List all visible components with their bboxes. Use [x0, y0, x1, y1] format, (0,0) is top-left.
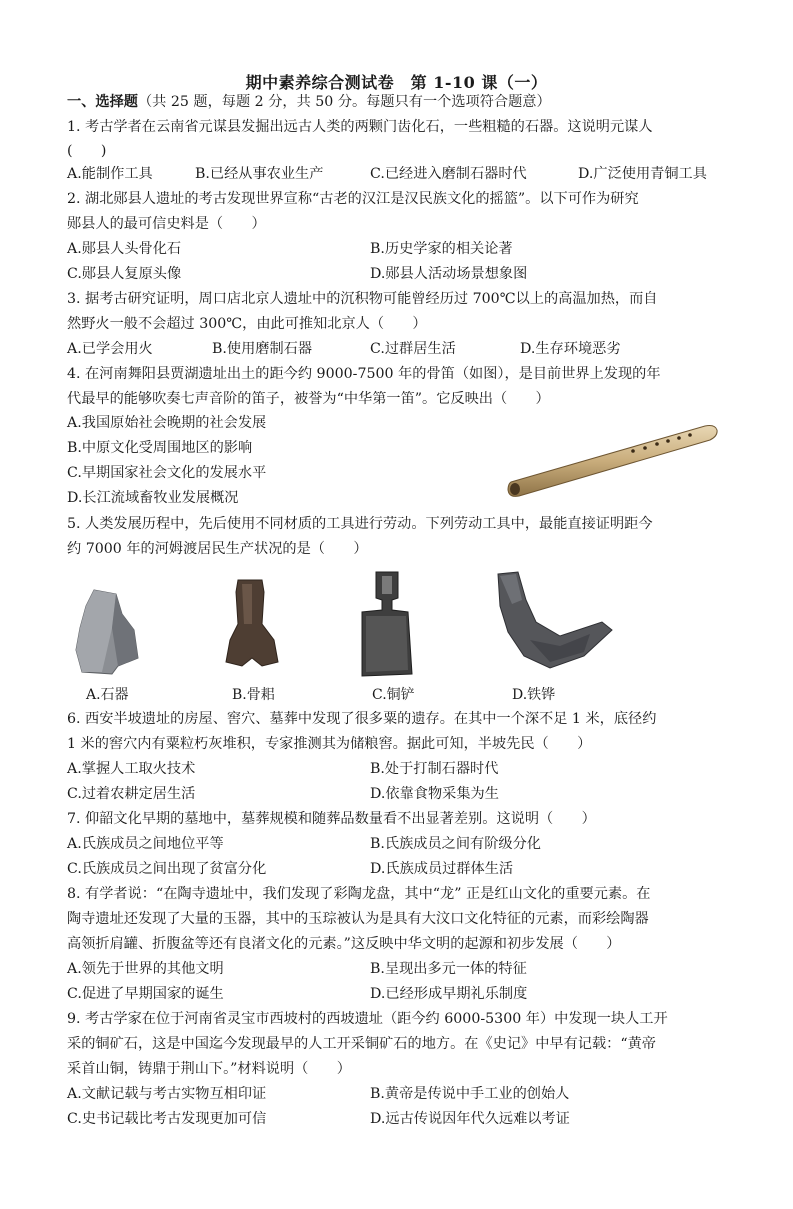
question-5-option-a: A.石器 [86, 687, 129, 703]
iron-plough-image [490, 570, 615, 680]
question-4-option-a: A.我国原始社会晚期的社会发展 [67, 415, 267, 431]
question-7-option-c: C.氏族成员之间出现了贫富分化 [67, 861, 267, 877]
question-1-line-2: ( ) [67, 143, 107, 159]
bone-flute-image [505, 418, 720, 498]
question-1-option-a: A.能制作工具 [67, 166, 153, 182]
question-9-option-a: A.文献记载与考古实物互相印证 [67, 1086, 267, 1102]
question-2-line-1: 2. 湖北郧县人遗址的考古发现世界宣称“古老的汉江是汉民族文化的摇篮”。以下可作为研究 [67, 191, 639, 207]
question-9-option-d: D.远古传说因年代久远难以考证 [370, 1111, 570, 1127]
page-title: 期中素养综合测试卷 第 1-10 课（一） [245, 73, 548, 92]
question-5-line-2: 约 7000 年的河姆渡居民生产状况的是（ ） [67, 541, 368, 557]
question-8-line-2: 陶寺遗址还发现了大量的玉器，其中的玉琮被认为是具有大汶口文化特征的元素，而彩绘陶器 [67, 911, 649, 927]
question-2-option-d: D.郧县人活动场景想象图 [370, 266, 528, 282]
stone-tool-image [72, 588, 142, 676]
bronze-shovel-image [356, 570, 418, 680]
question-6-option-c: C.过着农耕定居生活 [67, 786, 196, 802]
question-7-option-d: D.氏族成员过群体生活 [370, 861, 514, 877]
question-3-line-2: 然野火一般不会超过 300℃，由此可推知北京人（ ） [67, 316, 427, 332]
section-heading: 一、选择题 [67, 94, 138, 110]
question-2-line-2: 郧县人的最可信史料是（ ） [67, 216, 266, 232]
question-6-line-2: 1 米的窖穴内有粟粒朽灰堆积，专家推测其为储粮窖。据此可知，半坡先民（ ） [67, 736, 592, 752]
question-4-option-c: C.早期国家社会文化的发展水平 [67, 465, 267, 481]
question-4-line-1: 4. 在河南舞阳县贾湖遗址出土的距今约 9000-7500 年的骨笛（如图），是目前世界上发现的年 [67, 366, 661, 382]
question-4-option-b: B.中原文化受周围地区的影响 [67, 440, 253, 456]
question-7-option-a: A.氏族成员之间地位平等 [67, 836, 224, 852]
question-8-option-c: C.促进了早期国家的诞生 [67, 986, 224, 1002]
question-3-option-c: C.过群居生活 [370, 341, 456, 357]
question-2-option-c: C.郧县人复原头像 [67, 266, 182, 282]
section-note: （共 25 题，每题 2 分，共 50 分。每题只有一个选项符合题意） [137, 94, 551, 110]
question-8-line-3: 高领折肩罐、折腹盆等还有良渚文化的元素。”这反映中华文明的起源和初步发展（ ） [67, 936, 621, 952]
question-7-line-1: 7. 仰韶文化早期的墓地中，墓葬规模和随葬品数量看不出显著差别。这说明（ ） [67, 811, 596, 827]
question-8-option-a: A.领先于世界的其他文明 [67, 961, 224, 977]
question-5-option-b: B.骨耜 [232, 687, 275, 703]
question-7-option-b: B.氏族成员之间有阶级分化 [370, 836, 541, 852]
question-5-line-1: 5. 人类发展历程中，先后使用不同材质的工具进行劳动。下列劳动工具中，最能直接证明距今 [67, 516, 653, 532]
question-9-line-2: 采的铜矿石，这是中国迄今发现最早的人工开采铜矿石的地方。在《史记》中早有记载：“黄帝 [67, 1036, 656, 1052]
question-9-option-c: C.史书记载比考古发现更加可信 [67, 1111, 267, 1127]
question-6-option-d: D.依靠食物采集为生 [370, 786, 499, 802]
question-4-line-2: 代最早的能够吹奏七声音阶的笛子，被誉为“中华第一笛”。它反映出（ ） [67, 391, 550, 407]
bone-spade-image [222, 578, 280, 670]
question-1-option-b: B.已经从事农业生产 [195, 166, 324, 182]
question-1-line-1: 1. 考古学者在云南省元谋县发掘出远古人类的两颗门齿化石，一些粗糙的石器。这说明元谋人 [67, 119, 653, 135]
question-2-option-a: A.郧县人头骨化石 [67, 241, 182, 257]
question-3-option-d: D.生存环境恶劣 [520, 341, 621, 357]
question-1-option-c: C.已经进入磨制石器时代 [370, 166, 527, 182]
question-8-option-b: B.呈现出多元一体的特征 [370, 961, 527, 977]
question-5-option-d: D.铁铧 [512, 687, 556, 703]
question-2-option-b: B.历史学家的相关论著 [370, 241, 513, 257]
question-9-option-b: B.黄帝是传说中手工业的创始人 [370, 1086, 570, 1102]
question-6-option-a: A.掌握人工取火技术 [67, 761, 196, 777]
section-header [67, 92, 551, 112]
question-8-line-1: 8. 有学者说：“在陶寺遗址中，我们发现了彩陶龙盘，其中“龙” 正是红山文化的重要元素。在 [67, 886, 651, 902]
question-1-option-d: D.广泛使用青铜工具 [578, 166, 707, 182]
question-4-option-d: D.长江流域畜牧业发展概况 [67, 490, 239, 506]
question-6-option-b: B.处于打制石器时代 [370, 761, 499, 777]
question-6-line-1: 6. 西安半坡遗址的房屋、窖穴、墓葬中发现了很多粟的遗存。在其中一个深不足 1 米，底径约 [67, 711, 657, 727]
question-3-option-a: A.已学会用火 [67, 341, 153, 357]
question-3-line-1: 3. 据考古研究证明，周口店北京人遗址中的沉积物可能曾经历过 700℃以上的高温加热，而自 [67, 291, 658, 307]
question-3-option-b: B.使用磨制石器 [212, 341, 313, 357]
question-9-line-1: 9. 考古学家在位于河南省灵宝市西坡村的西坡遗址（距今约 6000-5300 年）中发现一块人工开 [67, 1011, 668, 1027]
question-5-option-c: C.铜铲 [372, 687, 415, 703]
question-9-line-3: 采首山铜，铸鼎于荆山下。”材料说明（ ） [67, 1061, 351, 1077]
question-8-option-d: D.已经形成早期礼乐制度 [370, 986, 528, 1002]
